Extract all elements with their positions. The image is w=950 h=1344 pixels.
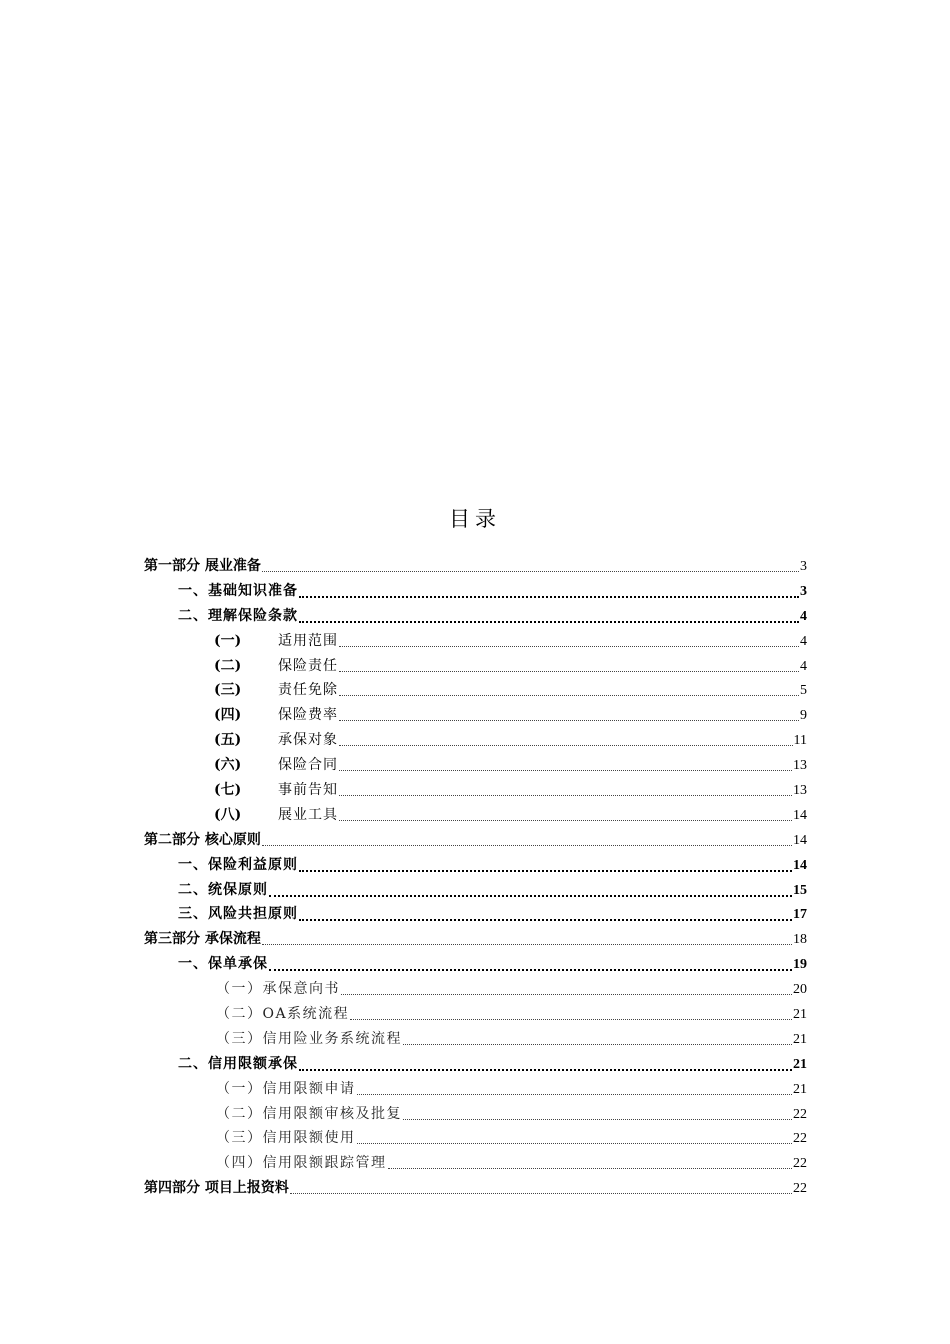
toc-dot-leader [299,579,799,598]
toc-entry[interactable] [144,878,807,903]
toc-page-number: 3 [800,559,807,574]
toc-page-number: 22 [793,1106,807,1122]
toc-entry-number: (三) [214,682,242,699]
toc-entry-number: (八) [214,806,242,823]
toc-dot-leader [357,1077,793,1095]
toc-dot-leader [262,927,792,945]
toc-dot-leader [339,703,799,721]
toc-title: 目录 [449,507,501,531]
toc-entry[interactable] [144,654,807,679]
toc-entry-title: 二、统保原则 [178,881,268,898]
toc-dot-leader [339,678,799,696]
toc-entry[interactable] [144,629,807,654]
toc-entry[interactable] [144,753,807,778]
toc-dot-leader [290,1176,792,1194]
toc-page-number: 21 [793,1056,807,1072]
toc-page-number: 13 [793,758,807,774]
toc-dot-leader [339,728,793,746]
toc-page-number: 22 [793,1156,807,1172]
table-of-contents [144,554,807,1201]
toc-entry[interactable] [144,853,807,878]
toc-page-number: 22 [793,1181,807,1197]
toc-page-number: 21 [793,1081,807,1097]
toc-page-number: 4 [800,608,807,624]
toc-entry-title: 一、保险利益原则 [178,856,298,873]
toc-dot-leader [269,878,792,897]
toc-page-number: 19 [793,957,807,973]
toc-page-number: 18 [793,932,807,948]
toc-entry-number: (七) [214,782,242,799]
toc-entry[interactable] [144,1102,807,1127]
toc-page-number: 21 [793,1031,807,1047]
toc-entry-title: 三、风险共担原则 [178,906,298,923]
toc-dot-leader [339,753,792,771]
toc-entry-title: 第一部分 展业准备 [144,558,261,574]
toc-entry-title: （二）信用限额审核及批复 [216,1105,402,1122]
toc-dot-leader [262,554,799,572]
toc-entry-title: 二、信用限额承保 [178,1055,298,1072]
toc-entry[interactable] [144,604,807,629]
toc-entry-title: （三）信用限额使用 [216,1130,356,1147]
toc-entry-title: （一）信用限额申请 [216,1080,356,1097]
toc-page-number: 9 [800,708,807,724]
toc-page-number: 3 [800,583,807,599]
toc-page-number: 11 [793,733,807,749]
toc-entry[interactable] [144,803,807,828]
toc-entry-title: 第三部分 承保流程 [144,931,261,948]
toc-dot-leader [403,1102,792,1120]
toc-dot-leader [299,604,799,623]
toc-dot-leader [299,902,792,921]
toc-dot-leader [357,1126,793,1144]
toc-dot-leader [339,654,799,672]
toc-entry-title: 第四部分 项目上报资料 [144,1180,289,1197]
toc-entry[interactable] [144,1176,807,1201]
toc-entry[interactable] [144,952,807,977]
toc-page-number: 20 [793,982,807,998]
toc-entry-number: (五) [214,732,242,749]
toc-entry-number: (六) [214,757,242,774]
toc-entry-title: 一、保单承保 [178,956,268,973]
toc-page-number: 14 [793,832,807,848]
toc-page-number: 4 [800,633,807,649]
toc-page-number: 21 [793,1007,807,1023]
toc-entry[interactable] [144,977,807,1002]
toc-entry[interactable] [144,554,807,579]
toc-entry[interactable] [144,1126,807,1151]
toc-entry-title: 保险合同 [278,757,338,774]
toc-entry[interactable] [144,1151,807,1176]
toc-entry-title: 一、基础知识准备 [178,582,298,599]
toc-page-number: 4 [800,658,807,674]
toc-entry[interactable] [144,1077,807,1102]
toc-entry[interactable] [144,828,807,853]
toc-dot-leader [299,853,792,872]
toc-dot-leader [269,952,792,971]
toc-entry-title: 承保对象 [278,732,338,749]
toc-dot-leader [339,778,792,796]
toc-entry[interactable] [144,678,807,703]
toc-page-number: 15 [793,882,807,898]
toc-entry-title: 适用范围 [278,632,338,649]
toc-entry-number: (二) [214,657,242,674]
toc-page-number: 13 [793,783,807,799]
toc-entry[interactable] [144,1002,807,1027]
toc-dot-leader [403,1027,792,1045]
toc-entry[interactable] [144,778,807,803]
toc-page-number: 5 [800,683,807,699]
toc-entry-title: （二）OA系统流程 [216,1006,350,1023]
toc-entry-title: 保险费率 [278,707,338,724]
toc-entry[interactable] [144,1027,807,1052]
toc-entry-title: 二、理解保险条款 [178,607,298,624]
toc-page-number: 17 [793,907,807,923]
toc-entry-title: 保险责任 [278,657,338,674]
toc-entry-number: (四) [214,707,242,724]
toc-entry-title: 责任免除 [278,682,338,699]
toc-dot-leader [339,629,799,647]
toc-dot-leader [350,1002,792,1020]
toc-entry[interactable] [144,1052,807,1077]
toc-entry-title: （一）承保意向书 [216,981,340,998]
toc-entry[interactable] [144,728,807,753]
toc-entry-title: 事前告知 [278,782,338,799]
toc-dot-leader [388,1151,793,1169]
toc-entry-title: 第二部分 核心原则 [144,831,261,848]
toc-page-number: 14 [793,807,807,823]
toc-page-number: 22 [793,1131,807,1147]
toc-dot-leader [262,828,792,846]
toc-dot-leader [339,803,792,821]
toc-entry-number: (一) [214,632,242,649]
toc-entry[interactable] [144,579,807,604]
toc-entry-title: （三）信用险业务系统流程 [216,1030,402,1047]
toc-entry[interactable] [144,927,807,952]
toc-dot-leader [299,1052,792,1071]
toc-entry-title: （四）信用限额跟踪管理 [216,1155,387,1172]
toc-entry-title: 展业工具 [278,806,338,823]
toc-dot-leader [341,977,792,995]
toc-page-number: 14 [793,857,807,873]
toc-entry[interactable] [144,703,807,728]
toc-entry[interactable] [144,902,807,927]
